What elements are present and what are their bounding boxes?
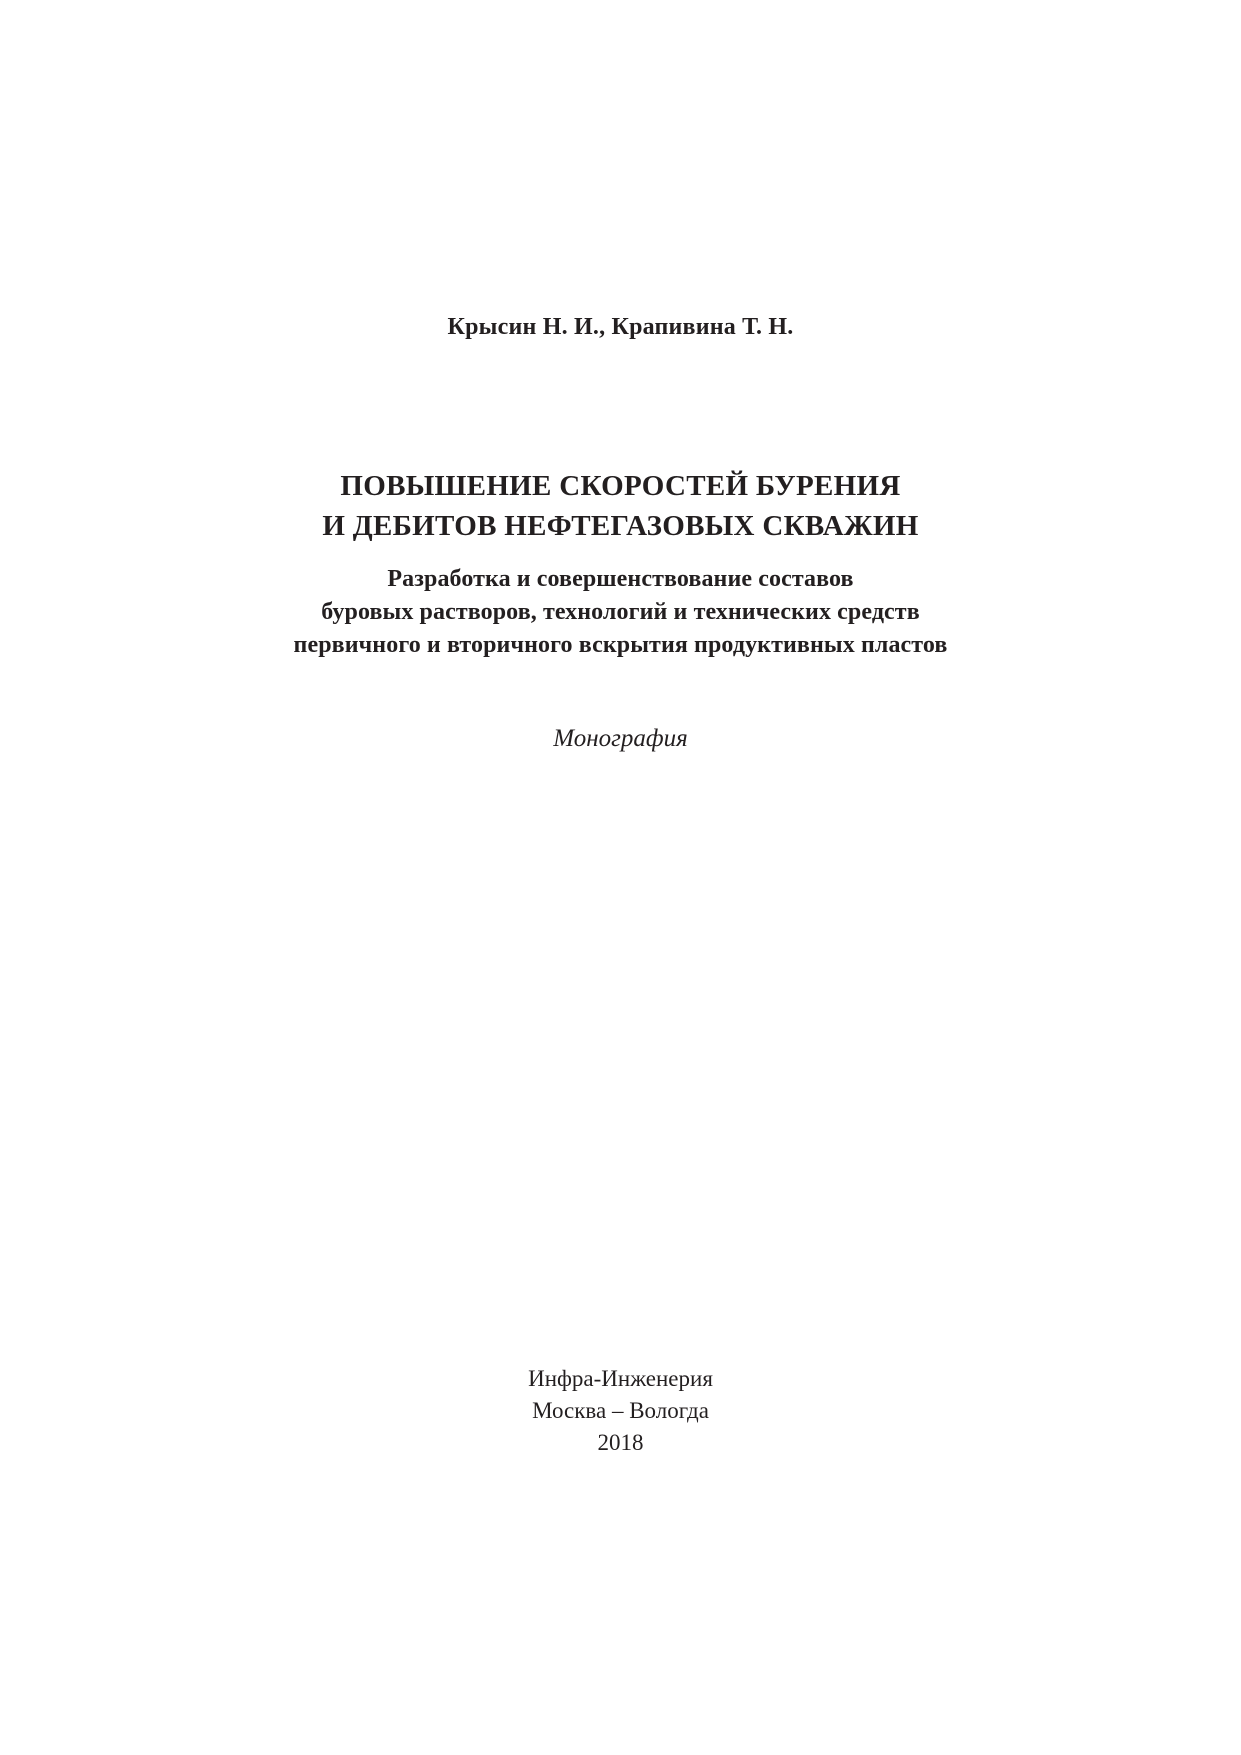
authors bbox=[0, 312, 1241, 342]
book-subtitle-line-3: первичного и вторичного вскрытия продуктивных пластов bbox=[293, 632, 948, 658]
book-title bbox=[0, 466, 1241, 546]
book-subtitle-line-2: буровых растворов, технологий и технических средств bbox=[321, 599, 920, 625]
publication-cities: Москва – Вологда bbox=[532, 1398, 709, 1423]
genre bbox=[0, 724, 1241, 754]
imprint bbox=[0, 1363, 1241, 1459]
publication-year: 2018 bbox=[597, 1430, 644, 1455]
book-subtitle-line-1: Разработка и совершенствование составов bbox=[387, 566, 854, 592]
book-subtitle bbox=[0, 563, 1241, 662]
publisher: Инфра-Инженерия bbox=[528, 1366, 713, 1391]
book-title-line-2: И ДЕБИТОВ НЕФТЕГАЗОВЫХ СКВАЖИН bbox=[322, 510, 919, 542]
book-title-line-1: ПОВЫШЕНИЕ СКОРОСТЕЙ БУРЕНИЯ bbox=[340, 470, 901, 502]
genre-text: Монография bbox=[553, 725, 688, 752]
authors-text: Крысин Н. И., Крапивина Т. Н. bbox=[447, 314, 794, 340]
